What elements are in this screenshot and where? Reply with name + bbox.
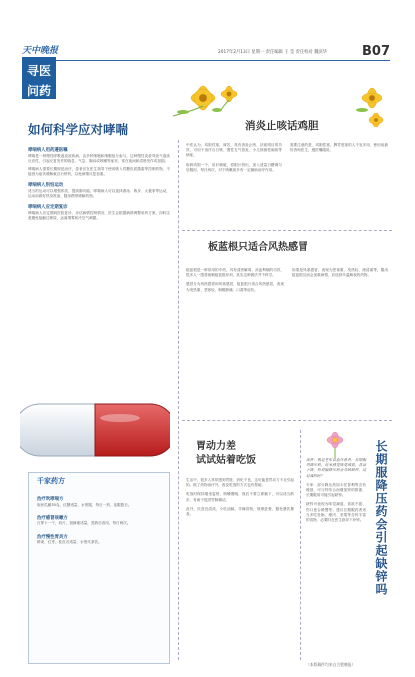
article3-title: 板蓝根只适合风热感冒	[208, 242, 308, 253]
sidebar-label: 千家药方	[37, 477, 65, 485]
article3-paragraph: 感冒分为风热感冒和风寒感冒，板蓝根只适合风热感冒，表现为发热重、恶寒轻、咽喉肿痛、口渴等症状。	[186, 282, 284, 292]
sidebar-content	[37, 497, 161, 545]
sidebar-item-body: 白萝卜一个，切片，加蜂蜜适量，蒸熟后食用，每日两次。	[37, 521, 131, 526]
article2-paragraph: 需要注意的是，鸡胆性寒，脾胃虚寒的人不宜多用，使用前最好咨询医生，遵医嘱服用。	[290, 143, 388, 153]
flower-decoration-bottom	[315, 430, 355, 458]
article4-body	[186, 478, 294, 517]
article5-paragraph: 缺锌可表现为味觉减退、食欲不振、伤口愈合缓慢等。建议长期服药者适当多吃牡蛎、瘦肉、坚果等含锌丰富的食物，必要时在医生指导下补锌。	[306, 502, 366, 523]
article3-paragraph: 如果是风寒感冒，表现为恶寒重、发热轻、流清涕等，服用板蓝根反而会加重病情，应选择辛温解表的药物。	[292, 268, 388, 278]
article2-body	[186, 143, 282, 173]
article4-paragraph: 此外，饮食宜清淡，少吃油腻、辛辣食物，规律进餐，避免暴饮暴食。	[186, 506, 294, 517]
sidebar-item-heading: 治疗慢性胃炎方	[37, 534, 68, 540]
flower-decoration-large	[165, 76, 255, 122]
article2-paragraph: 中医认为，鸡胆性寒，味苦，具有消炎止咳、祛痰明目的功效，可用于治疗百日咳、慢性支气管炎、小儿细菌性痢疾等病症。	[186, 143, 282, 158]
article1-title: 如何科学应对哮喘	[28, 122, 129, 137]
masthead	[0, 40, 415, 66]
article4-title	[196, 440, 256, 468]
article2-paragraph: 取鲜鸡胆一个，用针刺破，将胆汁挤出，加入适量白糖调匀后服用，每日两次，对于咳嗽痰多有一定辅助治疗作用。	[186, 162, 282, 172]
article5-title	[370, 440, 390, 596]
article1-subhead: 哮喘病人别怕运动	[28, 183, 64, 189]
article3-body	[186, 268, 284, 293]
article1-subhead: 哮喘病人用药遵医嘱	[28, 148, 68, 153]
article5-title-part: 缺锌吗	[374, 557, 388, 596]
article5-body	[306, 458, 366, 523]
sidebar-item-body: 鲜姜、红枣、桂皮各适量，水煎代茶饮。	[37, 540, 102, 545]
article2-title: 消炎止咳话鸡胆	[245, 120, 319, 132]
sidebar-item-heading: 治疗吹哮喘方	[37, 497, 64, 502]
article4-title-line2: 试试姑着吃饭	[196, 455, 256, 466]
masthead-rule	[22, 60, 390, 61]
section-tag	[22, 57, 56, 99]
article1-paragraph: 哮喘是一种慢性呼吸道炎症疾病，由多种细胞和细胞组分参与，这种慢性炎症导致气道高反应性，引起反复发作的喘息、气急、胸闷或咳嗽等症状，常在夜间和清晨发作或加剧。	[28, 153, 170, 163]
section-divider	[182, 420, 392, 421]
flower-decoration-right	[352, 84, 392, 132]
article2-body-col2	[290, 143, 388, 153]
article4-title-line1: 胃动力差	[196, 441, 236, 452]
column-divider	[300, 430, 301, 660]
article4-paragraph: 生活中，很多人常常感到胃胀、消化不良，这可能是胃动力不足引起的。除了药物治疗外，改变吃饭的方式也有帮助。	[186, 478, 294, 488]
paper-logo: 天中晚报	[22, 46, 59, 56]
article1-paragraph: 哮喘病人需要长期规范治疗，患者应在医生指导下使用吸入性糖皮质激素等控制药物，不能因为症状缓解就自行停药，以免病情反复加重。	[28, 167, 170, 177]
section-divider	[182, 230, 392, 231]
article1-paragraph: 哮喘病人应定期到医院复诊，评估病情控制情况，医生会根据病情调整用药方案，同时注意避免接触过敏原，远离烟雾和冷空气刺激。	[28, 211, 170, 221]
pill-illustration	[20, 388, 170, 472]
article1-body	[28, 148, 170, 221]
article5-paragraph: 专家：部分降压药如卡托普利等含有巯基，可与锌结合而增加锌的排泄，长期服用可能引起缺锌。	[306, 482, 366, 498]
sidebar-item-body: 取丝瓜藤30克、红糖适量，水煎服，每日一剂，连服数日。	[37, 502, 132, 507]
article3-paragraph: 板蓝根是一种常用的中药，具有清热解毒、凉血利咽的功效，很多人一感冒就喝板蓝根冲剂，其实这种做法并不科学。	[186, 268, 284, 278]
article5-title-part: 服降压药	[374, 466, 388, 518]
article3-body-col2	[292, 268, 388, 278]
article4-paragraph: 吃饭时保持端坐姿势，细嚼慢咽，饭后不要立即躺下，可以适当散步，有助于促进胃肠蠕动。	[186, 492, 294, 502]
article5-title-part: 会引起	[374, 518, 388, 557]
article5-title-part: 长期	[374, 440, 388, 466]
section-title-line2: 问药	[26, 84, 51, 98]
article1-subhead: 哮喘病人应定期复诊	[28, 205, 68, 211]
section-title-line1: 寻医	[26, 64, 51, 78]
article5-question: 读者：我是老年高血压患者，长期服用降压药，近来感觉味觉减退，食欲下降，听说服降压药会导致缺锌，这是真的吗？	[306, 458, 366, 478]
source-note: （本版稿件均来自合肥晚报）	[306, 662, 356, 667]
sidebar-box	[28, 472, 170, 664]
page-number: B07	[362, 44, 390, 59]
sidebar-item-heading: 治疗感冒咳嗽方	[37, 515, 68, 521]
date-line: 2017年2月13日 星期一 责任编辑 王 莹 责任校对 魏滨华	[218, 50, 327, 55]
article1-paragraph: 适当的运动可以增强体质，提高肺功能。哮喘病人可以选择游泳、散步、太极拳等运动，运动前做好热身准备，随身携带缓解药物。	[28, 189, 170, 199]
column-divider	[178, 140, 179, 660]
